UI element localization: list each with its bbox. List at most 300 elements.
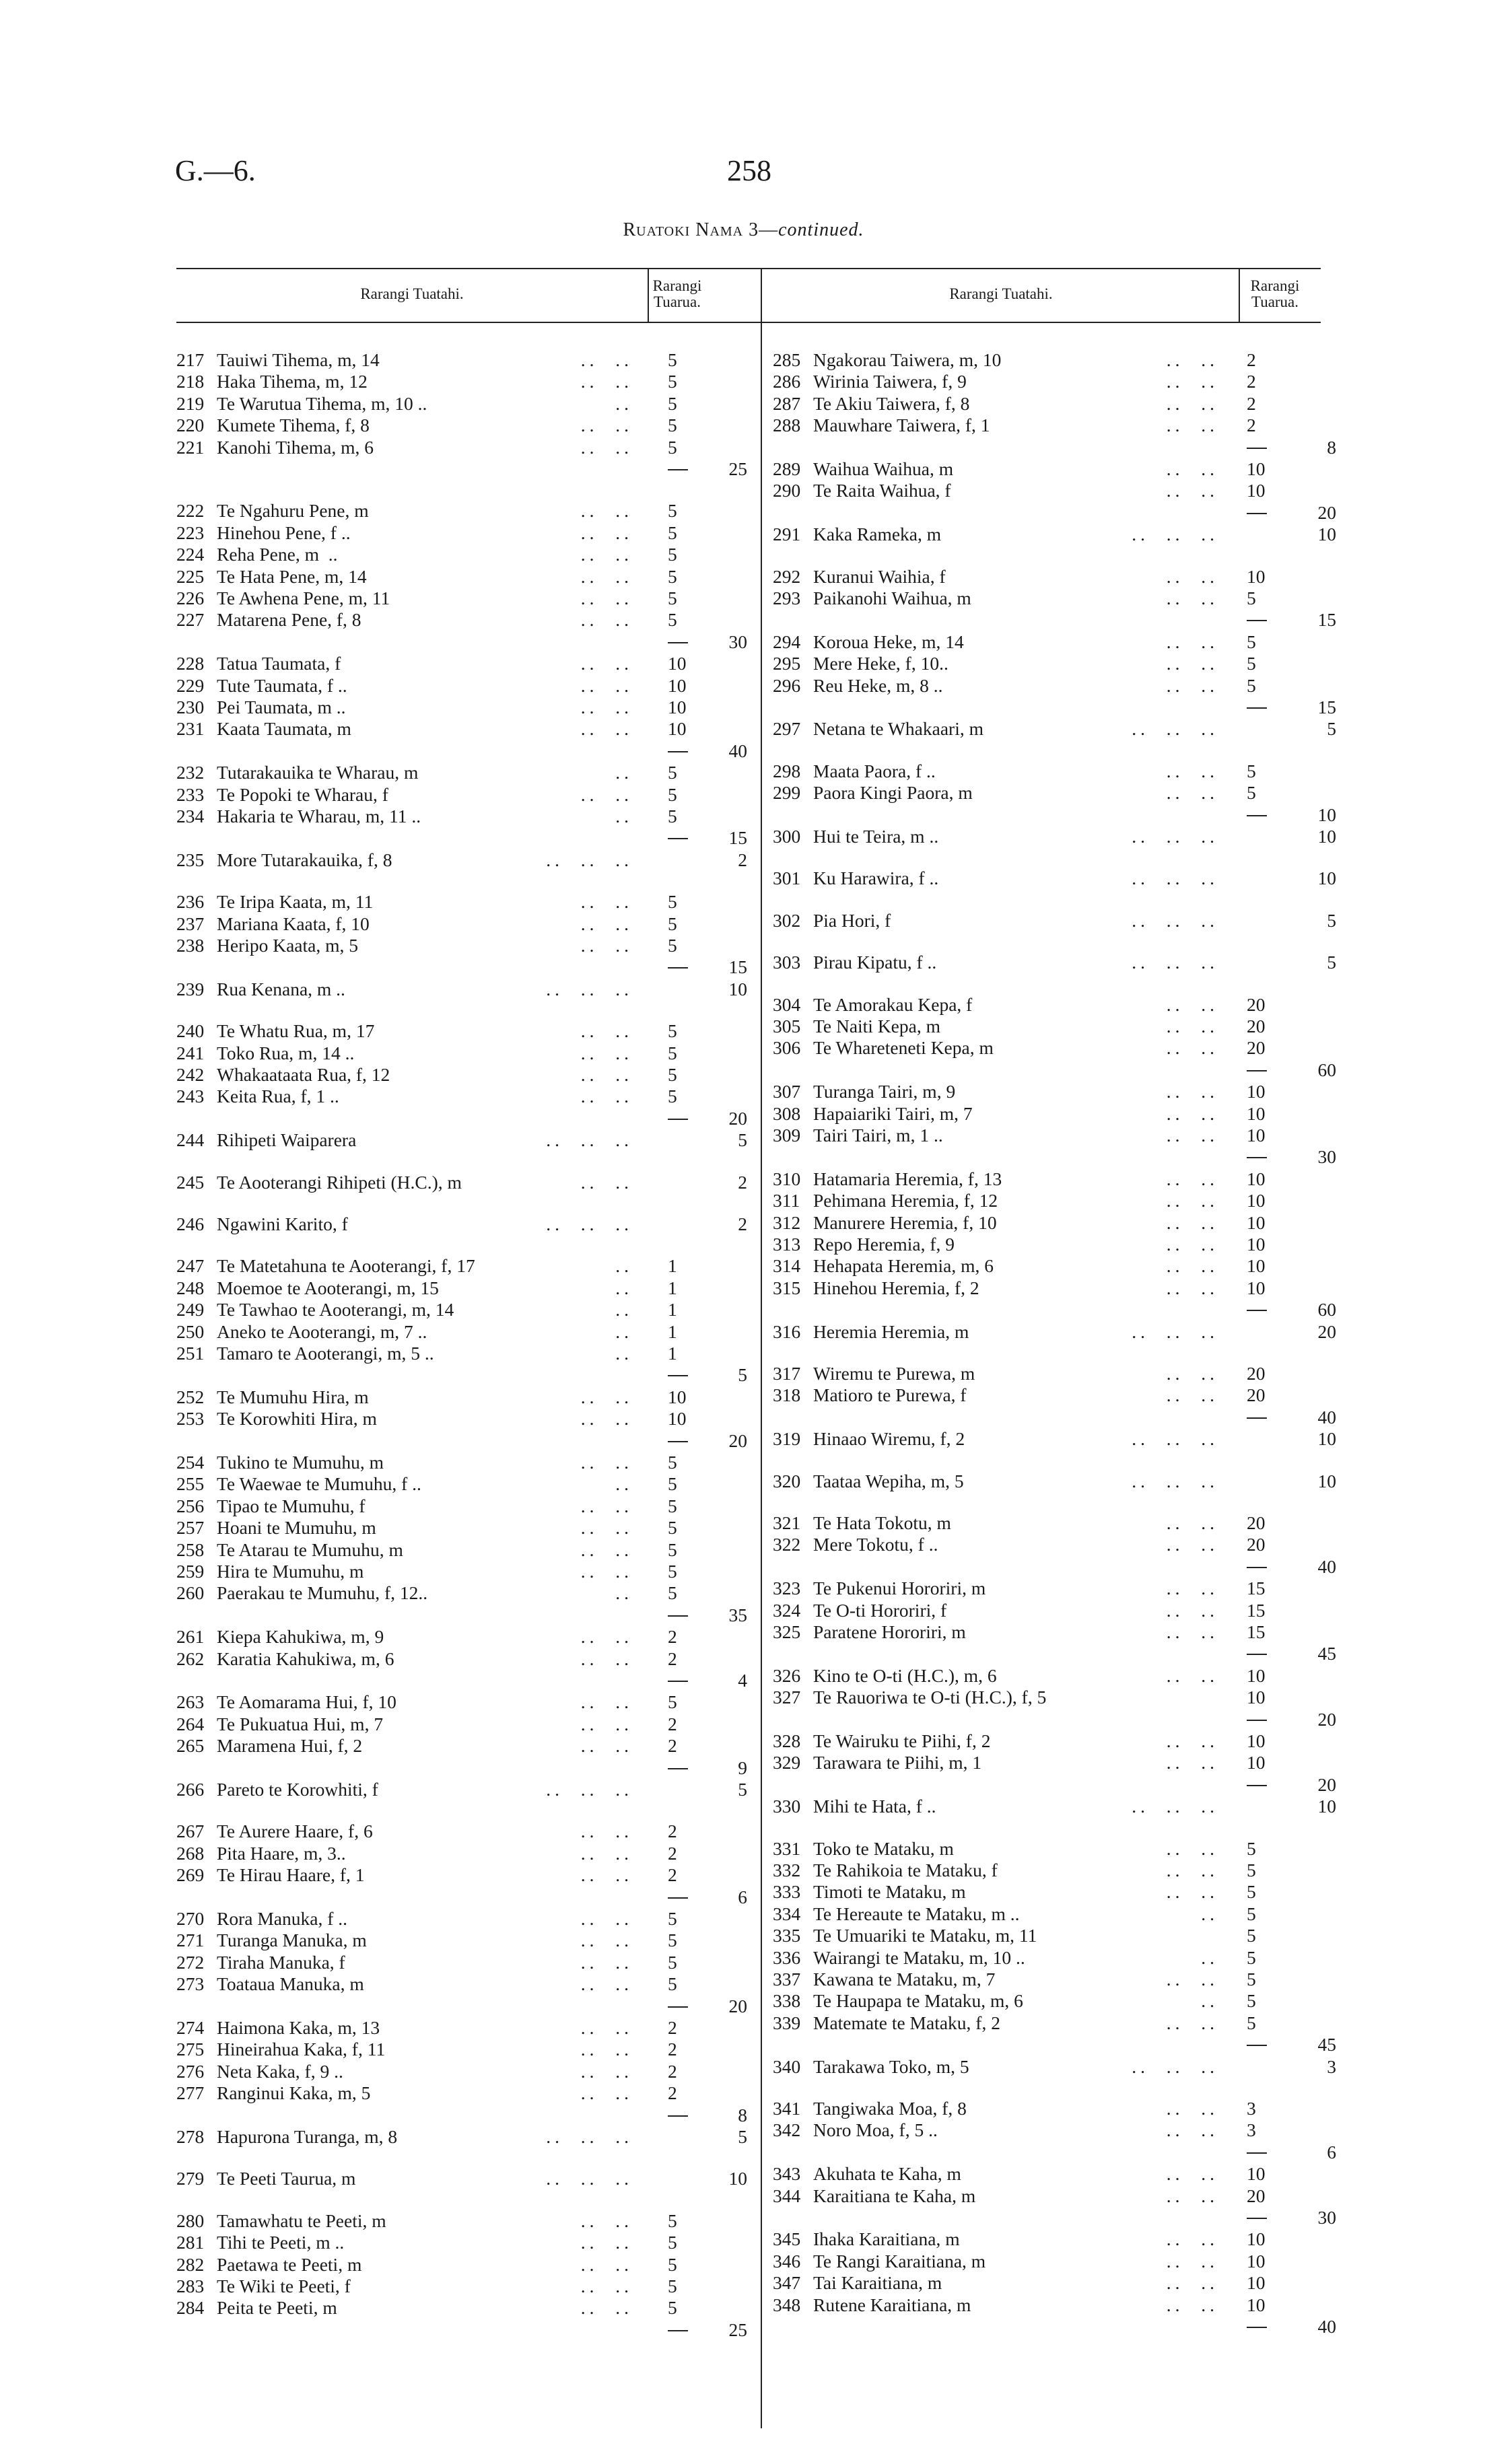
leader-dots: .. .. <box>580 891 633 913</box>
entry-number: 314 <box>773 1255 801 1277</box>
leader-dots: .. .. <box>580 1713 633 1734</box>
leader-dots: .. .. <box>1166 993 1218 1015</box>
leader-dots: .. .. .. <box>546 1779 633 1800</box>
leader-dots: .. .. <box>580 1691 633 1713</box>
entry-name: Hatamaria Heremia, f, 13 <box>813 1168 1002 1189</box>
entry-number: 243 <box>176 1086 205 1107</box>
group-total-dash <box>1247 1720 1267 1721</box>
register-entry <box>176 1582 633 1604</box>
page-number: 258 <box>727 154 771 187</box>
register-entry <box>176 1343 633 1364</box>
entry-number: 248 <box>176 1277 205 1298</box>
entry-number: 226 <box>176 588 205 608</box>
entry-number: 228 <box>176 653 205 674</box>
entry-value: 5 <box>668 415 677 436</box>
leader-dots: .. .. <box>1166 1860 1218 1880</box>
leader-dots: .. .. <box>1166 480 1218 501</box>
register-entry <box>176 588 633 609</box>
group-total: 4 <box>738 1670 747 1691</box>
group-total: 35 <box>728 1604 747 1625</box>
entry-number: 323 <box>773 1578 801 1599</box>
leader-dots: .. .. <box>1166 1190 1218 1211</box>
entry-name: Paetawa te Peeti, m <box>217 2253 362 2275</box>
leader-dots: .. .. <box>1166 1837 1218 1859</box>
entry-name: Repo Heremia, f, 9 <box>813 1234 955 1255</box>
group-total-dash <box>1247 1157 1267 1158</box>
entry-value: 5 <box>668 436 677 458</box>
leader-dots: .. .. .. <box>1132 909 1218 931</box>
entry-name: Te Hirau Haare, f, 1 <box>217 1864 365 1886</box>
entry-name: Mere Heke, f, 10.. <box>813 653 948 674</box>
entry-name: Te Aooterangi Rihipeti (H.C.), m <box>217 1171 462 1193</box>
register-entry <box>176 1255 633 1277</box>
leader-dots: .. .. .. <box>546 2168 633 2189</box>
register-entry <box>176 1714 633 1735</box>
entry-number: 227 <box>176 609 205 631</box>
entry-name: Te Matetahuna te Aooterangi, f, 17 <box>217 1255 475 1277</box>
entry-name: Te Ngahuru Pene, m <box>217 500 369 522</box>
leader-dots: .. .. .. <box>1132 1428 1218 1450</box>
register-entry <box>176 1213 633 1235</box>
leader-dots: .. .. <box>1166 2185 1218 2206</box>
entry-number: 257 <box>176 1517 205 1539</box>
register-entry <box>773 1947 1218 1969</box>
entry-name: Toataua Manuka, m <box>217 1973 364 1995</box>
register-entry <box>773 371 1218 392</box>
entry-name: Matarena Pene, f, 8 <box>217 609 361 631</box>
entry-name: Reu Heke, m, 8 .. <box>813 674 943 696</box>
entry-name: Te Whareteneti Kepa, m <box>813 1037 994 1059</box>
register-entry <box>773 1730 1218 1752</box>
entry-name: Te Rahikoia te Mataku, f <box>813 1860 998 1880</box>
register-entry <box>773 1534 1218 1555</box>
entry-number: 259 <box>176 1561 205 1582</box>
leader-dots: .. .. <box>1166 1211 1218 1233</box>
entry-value: 5 <box>668 1042 677 1063</box>
leader-dots: .. <box>615 392 633 414</box>
leader-dots: .. .. <box>580 1064 633 1085</box>
entry-value: 10 <box>668 653 687 674</box>
entry-number: 285 <box>773 349 801 370</box>
register-entry <box>176 349 633 371</box>
entry-value: 10 <box>1247 2294 1266 2315</box>
entry-value: 5 <box>668 2210 677 2231</box>
register-entry <box>773 2185 1218 2207</box>
entry-name: Te Waewae te Mumuhu, f .. <box>217 1473 421 1495</box>
entry-value: 1 <box>668 1321 677 1342</box>
register-entry <box>176 762 633 783</box>
group-total: 40 <box>1317 1406 1336 1428</box>
entry-name: Pehimana Heremia, f, 12 <box>813 1190 998 1211</box>
register-entry <box>176 1495 633 1517</box>
entry-name: Kino te O-ti (H.C.), m, 6 <box>813 1664 997 1686</box>
entry-number: 219 <box>176 392 205 414</box>
entry-value: 10 <box>1247 1081 1266 1102</box>
leader-dots: .. .. <box>580 935 633 956</box>
entry-value: 5 <box>668 891 677 913</box>
leader-dots: .. .. <box>1166 631 1218 652</box>
entry-value: 2 <box>668 1626 677 1648</box>
entry-name: Te Hata Pene, m, 14 <box>217 565 367 587</box>
entry-value: 5 <box>668 565 677 587</box>
entry-number: 236 <box>176 891 205 913</box>
register-entry <box>176 979 633 1000</box>
register-entry <box>176 566 633 588</box>
entry-name: Tipao te Mumuhu, f <box>217 1495 366 1516</box>
leader-dots: .. .. <box>1166 2163 1218 2185</box>
entry-subtotal: 20 <box>1317 1321 1336 1342</box>
entry-name: Peita te Peeti, m <box>217 2297 337 2319</box>
entry-value: 10 <box>1247 1277 1266 1298</box>
entry-number: 270 <box>176 1908 205 1929</box>
entry-name: Te Korowhiti Hira, m <box>217 1408 377 1430</box>
entry-number: 242 <box>176 1064 205 1085</box>
entry-name: Matemate te Mataku, f, 2 <box>813 2012 1000 2033</box>
left-value-heading: Rarangi Tuarua. <box>652 277 702 310</box>
leader-dots: .. .. <box>580 1735 633 1757</box>
entry-name: Tukino te Mumuhu, m <box>217 1452 384 1473</box>
entry-number: 275 <box>176 2039 205 2060</box>
entry-name: Heremia Heremia, m <box>813 1321 969 1342</box>
register-entry <box>176 1973 633 1995</box>
entry-number: 319 <box>773 1428 801 1450</box>
leader-dots: .. .. <box>1166 653 1218 674</box>
entry-name: Te Mumuhu Hira, m <box>217 1386 369 1407</box>
entry-value: 5 <box>668 1539 677 1560</box>
entry-number: 252 <box>176 1386 205 1407</box>
leader-dots: .. .. <box>1166 392 1218 414</box>
entry-number: 343 <box>773 2163 801 2185</box>
group-total: 40 <box>1317 1555 1336 1577</box>
entry-number: 320 <box>773 1470 801 1491</box>
entry-name: Tutarakauika te Wharau, m <box>217 762 419 783</box>
entry-value: 5 <box>668 1561 677 1582</box>
entry-value: 5 <box>1247 1837 1256 1859</box>
leader-dots: .. .. <box>580 783 633 805</box>
entry-number: 306 <box>773 1037 801 1059</box>
entry-number: 308 <box>773 1102 801 1124</box>
leader-dots: .. .. <box>1166 1534 1218 1555</box>
entry-number: 347 <box>773 2272 801 2294</box>
entry-subtotal: 5 <box>1327 952 1336 973</box>
leader-dots: .. .. <box>1166 2228 1218 2250</box>
register-entry <box>773 1255 1218 1277</box>
entry-value: 10 <box>1247 1752 1266 1773</box>
entry-value: 2 <box>668 2082 677 2104</box>
register-entry <box>176 2126 633 2148</box>
leader-dots: .. <box>615 1299 633 1321</box>
leader-dots: .. .. <box>580 653 633 674</box>
entry-name: Paora Kingi Paora, m <box>813 782 973 804</box>
entry-value: 15 <box>1247 1599 1266 1621</box>
entry-number: 278 <box>176 2126 205 2147</box>
entry-subtotal: 10 <box>728 2168 747 2189</box>
entry-value: 5 <box>668 349 677 370</box>
entry-number: 230 <box>176 697 205 717</box>
entry-number: 258 <box>176 1539 205 1560</box>
entry-number: 293 <box>773 588 801 608</box>
entry-name: Mihi te Hata, f .. <box>813 1796 936 1817</box>
entry-name: Te O-ti Hororiri, f <box>813 1599 947 1621</box>
entry-value: 10 <box>1247 480 1266 501</box>
group-total: 6 <box>738 1886 747 1907</box>
entry-number: 346 <box>773 2250 801 2272</box>
entry-number: 344 <box>773 2185 801 2206</box>
group-total-dash <box>1247 1417 1267 1419</box>
entry-value: 5 <box>668 1930 677 1951</box>
entry-number: 271 <box>176 1930 205 1951</box>
leader-dots: .. .. .. <box>546 2126 633 2147</box>
entry-name: Karaitiana te Kaha, m <box>813 2185 976 2206</box>
entry-name: Kaka Rameka, m <box>813 524 942 545</box>
register-entry <box>773 2294 1218 2316</box>
leader-dots: .. .. <box>1166 1277 1218 1298</box>
leader-dots: .. .. <box>1166 1384 1218 1406</box>
register-entry <box>176 1408 633 1430</box>
group-total: 8 <box>1327 436 1336 458</box>
entry-value: 10 <box>1247 1234 1266 1255</box>
entry-number: 260 <box>176 1582 205 1604</box>
entry-value: 10 <box>668 1408 687 1430</box>
entry-number: 295 <box>773 653 801 674</box>
entry-value: 5 <box>668 1951 677 1973</box>
leader-dots: .. .. <box>580 609 633 631</box>
group-total-dash <box>1247 513 1267 514</box>
entry-number: 217 <box>176 349 205 370</box>
register-entry <box>176 1626 633 1648</box>
entry-number: 264 <box>176 1713 205 1734</box>
entry-number: 307 <box>773 1081 801 1102</box>
entry-value: 5 <box>1247 1925 1256 1946</box>
leader-dots: .. .. <box>580 565 633 587</box>
register-entry <box>773 393 1218 415</box>
leader-dots: .. .. <box>580 1561 633 1582</box>
entry-name: Haka Tihema, m, 12 <box>217 371 368 392</box>
entry-value: 5 <box>668 609 677 631</box>
entry-name: Paratene Hororiri, m <box>813 1621 966 1642</box>
entry-number: 315 <box>773 1277 801 1298</box>
register-entry <box>176 1735 633 1757</box>
entry-value: 5 <box>1247 1881 1256 1903</box>
group-total: 10 <box>1317 804 1336 825</box>
register-entry <box>773 761 1218 782</box>
leader-dots: .. .. .. <box>1132 718 1218 740</box>
entry-value: 2 <box>1247 349 1256 370</box>
entry-number: 265 <box>176 1735 205 1757</box>
group-total-dash <box>1247 1310 1267 1311</box>
register-entry <box>176 1299 633 1321</box>
entry-name: Turanga Manuka, m <box>217 1930 367 1951</box>
entry-name: Matioro te Purewa, f <box>813 1384 967 1406</box>
entry-number: 220 <box>176 415 205 436</box>
entry-subtotal: 5 <box>1327 718 1336 740</box>
entry-name: Turanga Tairi, m, 9 <box>813 1081 956 1102</box>
register-entry <box>176 1821 633 1842</box>
group-total-dash <box>1247 815 1267 816</box>
register-entry <box>773 480 1218 501</box>
register-entry <box>176 718 633 740</box>
entry-value: 2 <box>668 1648 677 1669</box>
register-entry <box>176 1473 633 1495</box>
leader-dots: .. .. <box>580 1908 633 1929</box>
entry-name: Pei Taumata, m .. <box>217 697 346 717</box>
entry-number: 294 <box>773 631 801 652</box>
entry-number: 345 <box>773 2228 801 2250</box>
entry-name: Tangiwaka Moa, f, 8 <box>813 2098 967 2119</box>
register-entry <box>773 1512 1218 1534</box>
entry-number: 336 <box>773 1946 801 1968</box>
group-total-dash <box>668 2330 688 2331</box>
entry-number: 342 <box>773 2119 801 2141</box>
entry-value: 3 <box>1247 2098 1256 2119</box>
entry-name: Te Rauoriwa te O-ti (H.C.), f, 5 <box>813 1687 1047 1708</box>
entry-name: Mere Tokotu, f .. <box>813 1534 938 1555</box>
entry-number: 261 <box>176 1626 205 1648</box>
group-total: 60 <box>1317 1059 1336 1080</box>
entry-value: 2 <box>668 2060 677 2082</box>
entry-subtotal: 10 <box>1317 1796 1336 1817</box>
entry-name: Te Awhena Pene, m, 11 <box>217 588 390 608</box>
group-total: 40 <box>728 740 747 761</box>
leader-dots: .. <box>1201 1903 1218 1924</box>
entry-name: Te Akiu Taiwera, f, 8 <box>813 392 970 414</box>
register-entry <box>176 1691 633 1713</box>
entry-value: 15 <box>1247 1578 1266 1599</box>
leader-dots: .. .. <box>1166 674 1218 696</box>
register-entry <box>176 544 633 565</box>
entry-value: 5 <box>668 522 677 543</box>
register-entry <box>773 1752 1218 1773</box>
leader-dots: .. <box>615 1321 633 1342</box>
register-entry <box>176 806 633 827</box>
register-entry <box>176 2061 633 2082</box>
entry-value: 2 <box>668 1735 677 1757</box>
entry-number: 283 <box>176 2276 205 2296</box>
entry-number: 255 <box>176 1473 205 1495</box>
entry-value: 1 <box>668 1343 677 1364</box>
register-entry <box>176 1086 633 1107</box>
leader-dots: .. .. <box>580 1517 633 1539</box>
entry-value: 5 <box>668 500 677 522</box>
register-entry <box>773 1428 1218 1450</box>
entry-name: Tiraha Manuka, f <box>217 1951 345 1973</box>
entry-number: 348 <box>773 2294 801 2315</box>
entry-name: Mariana Kaata, f, 10 <box>217 913 370 934</box>
register-entry <box>773 2163 1218 2185</box>
leader-dots: .. .. .. <box>1132 524 1218 545</box>
group-total: 20 <box>728 1430 747 1451</box>
entry-value: 5 <box>668 544 677 565</box>
entry-number: 280 <box>176 2210 205 2231</box>
register-entry <box>176 1930 633 1951</box>
entry-number: 224 <box>176 544 205 565</box>
entry-value: 5 <box>668 588 677 608</box>
register-entry <box>773 1796 1218 1817</box>
register-entry <box>176 1129 633 1151</box>
entry-number: 326 <box>773 1664 801 1686</box>
entry-value: 20 <box>1247 1384 1266 1406</box>
entry-number: 232 <box>176 762 205 783</box>
entry-number: 268 <box>176 1842 205 1864</box>
register-entry <box>773 1016 1218 1037</box>
leader-dots: .. .. <box>1166 588 1218 608</box>
register-entry <box>176 2232 633 2253</box>
entry-number: 273 <box>176 1973 205 1995</box>
entry-value: 5 <box>1247 782 1256 804</box>
entry-subtotal: 10 <box>1317 826 1336 847</box>
leader-dots: .. .. <box>1166 1599 1218 1621</box>
group-total: 8 <box>738 2104 747 2125</box>
register-entry <box>773 1881 1218 1903</box>
register-entry <box>773 1234 1218 1255</box>
header-rule-bottom <box>176 322 1321 323</box>
entry-name: Pita Haare, m, 3.. <box>217 1842 346 1864</box>
entry-number: 262 <box>176 1648 205 1669</box>
entry-number: 282 <box>176 2253 205 2275</box>
group-total: 25 <box>728 2319 747 2340</box>
entry-number: 254 <box>176 1452 205 1473</box>
leader-dots: .. .. <box>1166 2294 1218 2315</box>
leader-dots: .. .. .. <box>1132 826 1218 847</box>
document-reference: G.—6. <box>175 154 256 187</box>
entry-name: Te Pukuatua Hui, m, 7 <box>217 1713 384 1734</box>
leader-dots: .. .. <box>1166 1621 1218 1642</box>
register-entry <box>176 2039 633 2060</box>
leader-dots: .. .. <box>580 913 633 934</box>
leader-dots: .. .. <box>1166 1037 1218 1059</box>
leader-dots: .. <box>1201 1990 1218 2012</box>
entry-number: 300 <box>773 826 801 847</box>
leader-dots: .. <box>615 1277 633 1298</box>
entry-value: 1 <box>668 1299 677 1321</box>
entry-value: 5 <box>668 371 677 392</box>
leader-dots: .. .. <box>580 1086 633 1107</box>
entry-name: Tairi Tairi, m, 1 .. <box>813 1125 943 1146</box>
entry-name: Te Warutua Tihema, m, 10 .. <box>217 392 427 414</box>
register-entry <box>773 2272 1218 2294</box>
entry-subtotal: 5 <box>1327 909 1336 931</box>
leader-dots: .. .. <box>580 544 633 565</box>
register-entry <box>773 2012 1218 2034</box>
leader-dots: .. <box>615 806 633 826</box>
register-entry <box>176 913 633 935</box>
leader-dots: .. .. .. <box>1132 1470 1218 1491</box>
leader-dots: .. .. <box>1166 1081 1218 1102</box>
entry-subtotal: 2 <box>738 1171 747 1193</box>
entry-number: 288 <box>773 415 801 436</box>
register-entry <box>176 2017 633 2039</box>
entry-subtotal: 10 <box>1317 868 1336 889</box>
entry-name: Maata Paora, f .. <box>813 760 936 781</box>
group-total-dash <box>668 967 688 969</box>
group-total: 30 <box>1317 1146 1336 1168</box>
register-entry <box>773 868 1218 889</box>
leader-dots: .. .. .. <box>1132 2055 1218 2077</box>
entry-name: Te Hereaute te Mataku, m .. <box>813 1903 1020 1924</box>
register-entry <box>176 1843 633 1864</box>
entry-number: 229 <box>176 674 205 696</box>
entry-value: 2 <box>1247 371 1256 392</box>
register-entry <box>773 1838 1218 1860</box>
register-entry <box>773 1125 1218 1146</box>
left-name-heading: Rarangi Tuatahi. <box>360 285 464 302</box>
register-entry <box>176 1517 633 1539</box>
entry-name: Tai Karaitiana, m <box>813 2272 942 2294</box>
entry-name: Kaata Taumata, m <box>217 718 351 740</box>
entry-name: Te Rangi Karaitiana, m <box>813 2250 986 2272</box>
register-entry <box>773 1925 1218 1946</box>
register-entry <box>176 1908 633 1930</box>
